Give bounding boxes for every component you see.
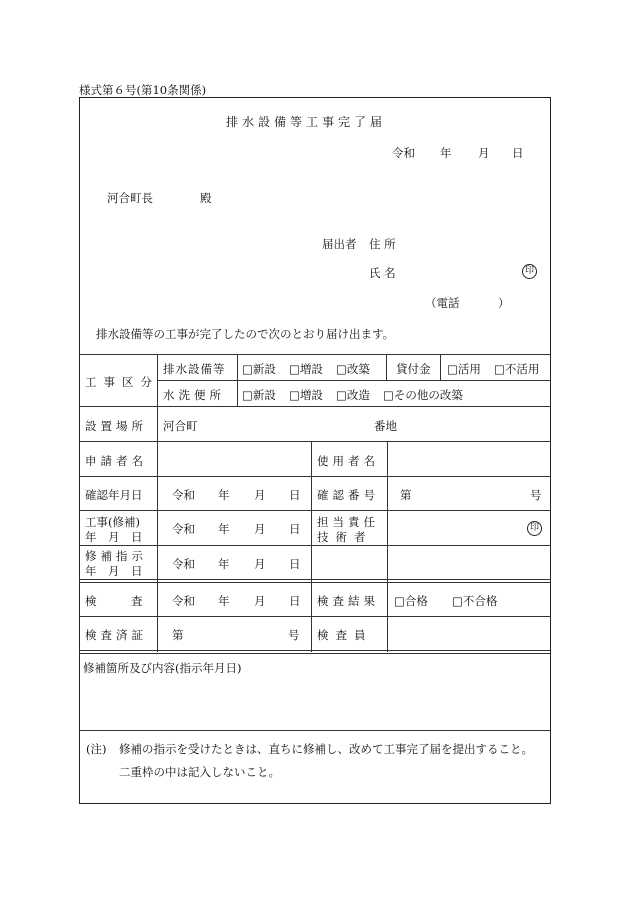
date-day: 日 — [289, 594, 301, 608]
date-era: 令和 — [172, 557, 195, 571]
applicant-label: 申請者名 — [85, 454, 147, 468]
cert-no-suffix: 号 — [530, 488, 542, 502]
date-year: 年 — [218, 557, 230, 571]
repair-details-label: 修補箇所及び内容(指示年月日) — [83, 661, 242, 675]
note-line-1: 修補の指示を受けたときは、直ちに修補し、改めて工事完了届を提出すること。 — [119, 742, 533, 756]
addressee-honorific: 殿 — [200, 191, 212, 205]
form-title: 排水設備等工事完了届 — [226, 115, 387, 129]
cert-number-label: 確認番号 — [317, 488, 379, 502]
date-day: 日 — [289, 522, 301, 536]
drain-opt: □増設 — [289, 362, 323, 376]
flush-label: 水洗便所 — [163, 388, 225, 402]
rule — [79, 545, 551, 546]
date-day: 日 — [289, 488, 301, 502]
rule — [79, 730, 551, 731]
date-era: 令和 — [172, 488, 195, 502]
inspector-label: 検査員 — [317, 628, 373, 642]
double-rule — [79, 650, 551, 654]
addressee: 河合町長 — [107, 191, 153, 205]
date-year: 年 — [218, 594, 230, 608]
notifier-address-label: 住 所 — [369, 237, 396, 251]
flush-opt: □増設 — [289, 388, 323, 402]
date-day: 日 — [289, 557, 301, 571]
date-era: 令和 — [392, 146, 415, 160]
repair-order-date-label: 年 月 日 — [85, 564, 143, 578]
cert-no-prefix: 第 — [400, 488, 412, 502]
drain-label: 排水設備等 — [163, 362, 226, 376]
engineer-label-2: 技術者 — [317, 530, 373, 544]
result-label: 検査結果 — [317, 594, 379, 608]
rule — [79, 510, 551, 511]
user-label: 使用者名 — [317, 454, 379, 468]
loan-opt: □活用 — [447, 362, 481, 376]
rule — [79, 476, 551, 477]
rule — [387, 441, 388, 652]
date-month: 月 — [254, 557, 266, 571]
location-label: 設置場所 — [85, 419, 147, 433]
result-opt-pass: □合格 — [394, 594, 428, 608]
inspection-label: 検 査 — [85, 594, 143, 608]
drain-opt: □改築 — [336, 362, 370, 376]
date-era: 令和 — [172, 522, 195, 536]
form-number: 様式第６号(第10条関係) — [79, 83, 207, 97]
rule — [79, 616, 551, 617]
flush-opt: □改造 — [336, 388, 370, 402]
note-line-2: 二重枠の中は記入しないこと。 — [119, 765, 280, 779]
loan-label: 貸付金 — [396, 362, 431, 376]
rule — [440, 354, 441, 380]
rule — [386, 354, 387, 380]
result-opt-fail: □不合格 — [452, 594, 498, 608]
flush-opt: □新設 — [242, 388, 276, 402]
notes-prefix: (注) — [86, 742, 107, 756]
engineer-label: 担当責任 — [317, 515, 379, 529]
rule — [79, 441, 551, 442]
intro-text: 排水設備等の工事が完了したので次のとおり届け出ます。 — [96, 327, 395, 341]
rule — [157, 380, 551, 381]
date-month: 月 — [478, 146, 490, 160]
loan-opt: □不活用 — [494, 362, 540, 376]
double-rule — [79, 579, 551, 583]
date-month: 月 — [254, 488, 266, 502]
date-era: 令和 — [172, 594, 195, 608]
inspection-cert-label: 検査済証 — [85, 628, 147, 642]
rule — [79, 406, 551, 407]
phone-open: （電話 — [425, 296, 460, 310]
drain-opt: □新設 — [242, 362, 276, 376]
date-year: 年 — [440, 146, 452, 160]
work-type-label: 工事区分 — [85, 375, 159, 389]
rule — [79, 354, 551, 355]
seal-icon: 印 — [522, 264, 537, 279]
repair-order-label: 修補指示 — [85, 549, 147, 563]
repair-work-date-label: 年 月 日 — [85, 530, 143, 544]
date-day: 日 — [512, 146, 524, 160]
location-town: 河合町 — [163, 419, 198, 433]
notifier-name-label: 氏 名 — [369, 266, 396, 280]
notifier-label: 届出者 — [322, 237, 357, 251]
phone-close: ） — [498, 296, 510, 310]
date-month: 月 — [254, 594, 266, 608]
rule — [311, 441, 312, 652]
confirm-date-label: 確認年月日 — [85, 488, 143, 502]
date-year: 年 — [218, 522, 230, 536]
repair-work-label: 工事(修補) — [85, 515, 140, 529]
date-month: 月 — [254, 522, 266, 536]
rule — [157, 354, 158, 652]
date-year: 年 — [218, 488, 230, 502]
seal-icon: 印 — [527, 521, 542, 536]
rule — [237, 354, 238, 406]
flush-opt: □その他の改築 — [383, 388, 463, 402]
location-lot: 番地 — [374, 419, 397, 433]
insp-no-prefix: 第 — [172, 628, 184, 642]
insp-no-suffix: 号 — [288, 628, 300, 642]
